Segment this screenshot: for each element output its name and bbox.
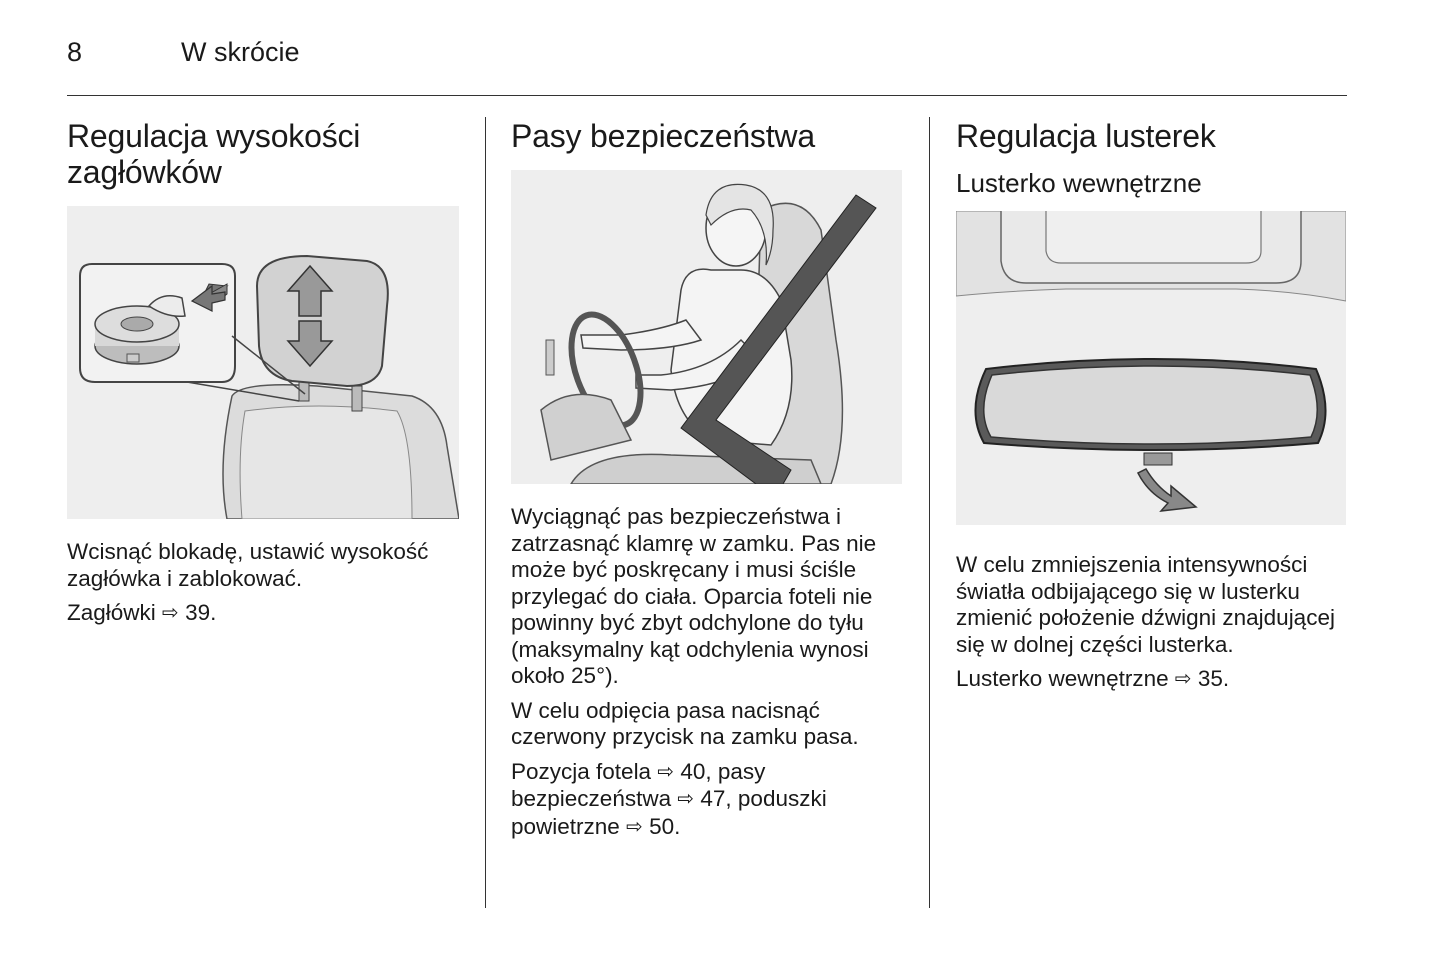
reference-page: 47, poduszki powietrzne <box>511 786 827 839</box>
reference-label: Pozycja fotela <box>511 758 652 784</box>
page-number: 8 <box>67 37 83 67</box>
column-seatbelt <box>511 118 902 849</box>
seat-belt-illustration <box>511 170 902 484</box>
column-headrest <box>67 118 459 636</box>
column-divider-2 <box>929 117 930 908</box>
reference-page: 35. <box>1197 666 1230 691</box>
seatbelt-release-instruction: W celu odpięcia pasa nacisnąć czerwony przycisk na zamku pasa. <box>511 697 859 749</box>
page-reference-arrow-icon: ⇨ <box>657 760 675 783</box>
column-divider-1 <box>485 117 486 908</box>
headrest-title: Regulacja wysokości zagłówków <box>67 118 361 190</box>
seatbelt-title: Pasy bezpieczeństwa <box>511 118 815 154</box>
header-rule <box>67 95 1347 96</box>
headrest-instruction: Wcisnąć blokadę, ustawić wysokość zagłówka i zablokować. <box>67 539 429 591</box>
reference-page: 40, pasy bezpieczeństwa <box>511 758 766 811</box>
mirror-title: Regulacja lusterek <box>956 118 1216 154</box>
reference-page: 50. <box>649 813 681 839</box>
reference-label: Zagłówki <box>67 600 156 625</box>
seatbelt-instruction: Wyciągnąć pas bezpieczeństwa i zatrzasnąć klamrę w zamku. Pas nie może być poskręcany i musi ściśle przylegać do ciała. Oparcia foteli nie powinny być zbyt odchylone do tyłu (maksymalny kąt odchylenia wynosi około 25°). <box>511 504 877 688</box>
mirror-instruction: W celu zmniejszenia intensywności światła odbijającego się w lusterku zmienić położenie dźwigni znajdującej się w dolnej części lusterka. <box>956 552 1335 657</box>
headrest-reference[interactable] <box>67 600 459 628</box>
section-name: W skrócie <box>181 37 300 67</box>
column-mirror <box>956 118 1346 702</box>
seatbelt-references[interactable] <box>511 759 902 842</box>
reference-page: 39. <box>185 600 217 625</box>
page-reference-arrow-icon: ⇨ <box>626 815 643 838</box>
mirror-reference[interactable] <box>956 666 1346 694</box>
reference-label: Lusterko wewnętrzne <box>956 666 1169 691</box>
mirror-subtitle: Lusterko wewnętrzne <box>956 168 1202 198</box>
interior-mirror-illustration <box>956 211 1346 525</box>
headrest-adjustment-illustration <box>67 206 459 519</box>
page-reference-arrow-icon: ⇨ <box>677 788 695 810</box>
page-reference-arrow-icon: ⇨ <box>162 602 179 624</box>
page-reference-arrow-icon: ⇨ <box>1174 668 1192 690</box>
